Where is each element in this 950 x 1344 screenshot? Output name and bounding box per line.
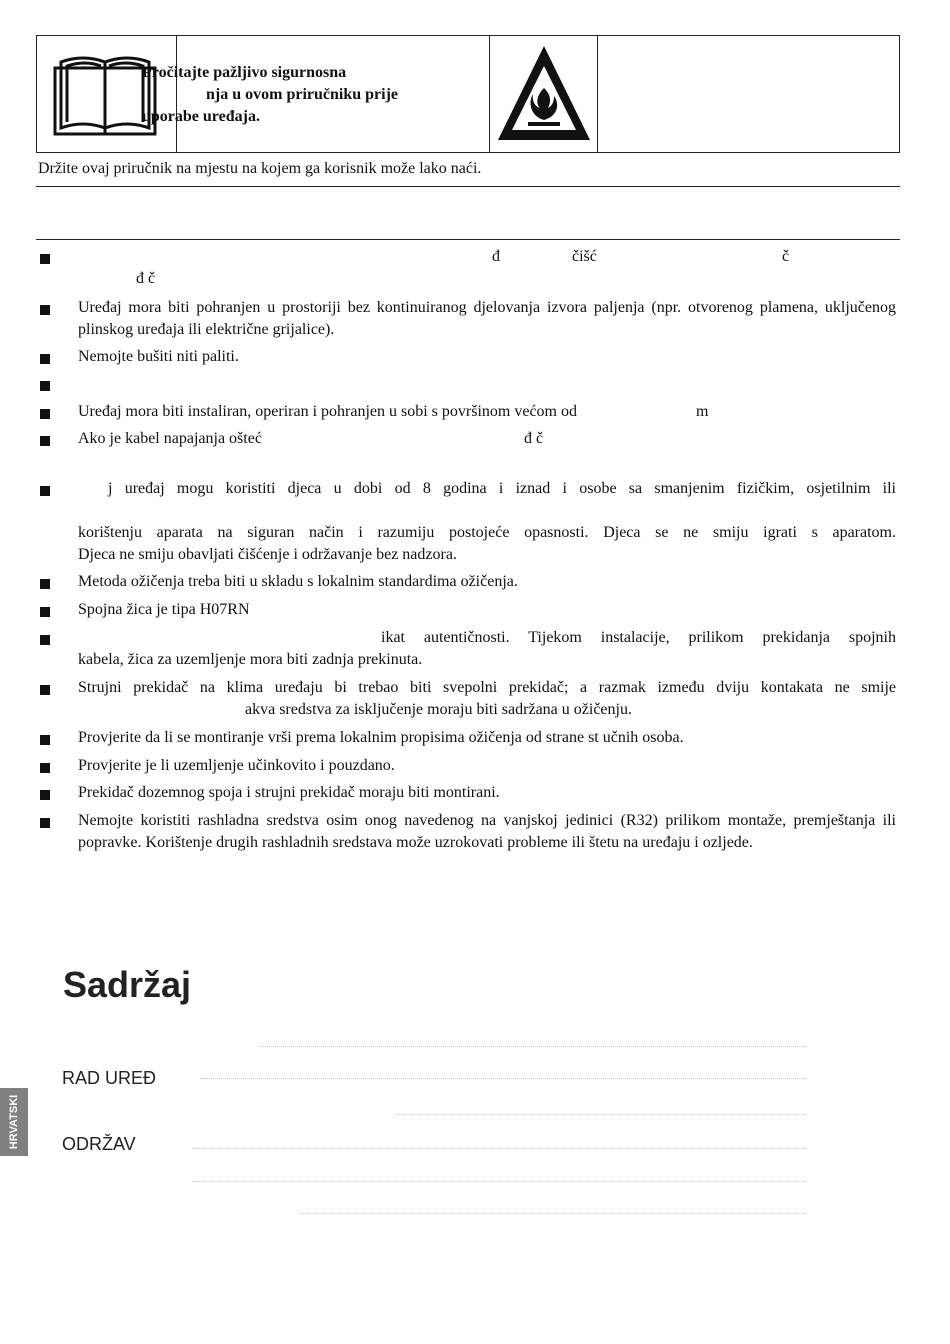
bullet-14-text: Prekidač dozemnog spoja i strujni prekidač moraju biti montirani. [78,784,500,801]
bullet-1-fragment: čišć [572,248,597,265]
toc-leader [192,1181,806,1182]
bullet-marker [40,607,50,617]
bullet-10-line1: ikat autentičnosti. Tijekom instalacije, prilikom prekidanja spojnih [381,629,896,646]
toc-item-maintenance[interactable]: ODRŽAV [62,1134,136,1154]
bullet-13-text: Provjerite je li uzemljenje učinkovito i pouzdano. [78,757,395,774]
bullet-marker [40,486,50,496]
keep-manual-notice: Držite ovaj priručnik na mjestu na kojem ga korisnik može lako naći. [38,160,482,177]
bullet-1-fragment: đ č [136,270,156,287]
bullet-8-text: Metoda ožičenja treba biti u skladu s lokalnim standardima ožičenja. [78,573,518,590]
bullet-10-line2: kabela, žica za uzemljenje mora biti zadnja prekinuta. [78,651,423,668]
bullet-marker [40,436,50,446]
toc-leader [192,1148,806,1149]
bullet-marker [40,685,50,695]
bullet-6-fragment: đ č [524,430,544,447]
bullet-marker [40,409,50,419]
toc-leader [300,1213,806,1214]
divider-top [36,186,900,187]
toc-leader [396,1114,806,1115]
bullet-2-text: Uređaj mora biti pohranjen u prostoriji bez kontinuiranog djelovanja izvora paljenja (npr. otvorenog plamena, uključenog plinskog uređaja ili električne grijalice). [78,299,896,338]
bullet-marker [40,735,50,745]
bullet-11-line1: Strujni prekidač na klima uređaju bi trebao biti svepolni prekidač; a razmak između dviju kontakata ne smije [78,679,896,696]
bullet-7-line2: korištenju aparata na siguran način i razumiju postojeće opasnosti. Djeca se ne smiju igrati s aparatom. [78,524,896,541]
flammable-icon-cell [490,36,598,152]
bullet-marker [40,635,50,645]
bullet-6-text: Ako je kabel napajanja ošteć [78,430,262,447]
bullet-marker [40,305,50,315]
bullet-15-text: Nemojte koristiti rashladna sredstva osim onog navedenog na vanjskoj jedinici (R32) prilikom montaže, premještanja ili popravke. Korištenje drugih rashladnih sredstava može uzrokovati probleme ili štetu na uređaju i ozljede. [78,812,896,851]
book-icon [37,36,177,152]
bullet-3-text: Nemojte bušiti niti paliti. [78,348,239,365]
bullet-marker [40,763,50,773]
toc-leader [200,1078,806,1079]
bullet-marker [40,818,50,828]
toc-leader [260,1046,806,1047]
language-side-tab-label: HRVATSKI [8,1094,20,1150]
bullet-7-line3: Djeca ne smiju obavljati čišćenje i održavanje bez nadzora. [78,546,457,563]
bullet-marker [40,254,50,264]
bullet-marker [40,354,50,364]
bullet-12-text: Provjerite da li se montiranje vrši prema lokalnim propisima ožičenja od strane st učnih osoba. [78,729,684,746]
bullet-5-unit: m [696,403,709,420]
book-icon-cell [37,36,177,152]
language-side-tab [0,1088,28,1156]
bullet-9-text: Spojna žica je tipa H07RN [78,601,250,618]
toc-item-operation[interactable]: RAD UREĐ [62,1068,157,1088]
bullet-marker [40,790,50,800]
divider-bullets [36,239,900,240]
bullet-7-line1: j uređaj mogu koristiti djeca u dobi od 8 godina i iznad i osobe sa smanjenim fizičkim, osjetilnim ili [108,480,896,497]
header-table [36,35,900,153]
bullet-11-line2: akva sredstva za isključenje moraju biti sadržana u ožičenju. [245,701,632,718]
bullet-1-fragment: č [782,248,790,265]
bullet-marker [40,381,50,391]
bullet-5-text: Uređaj mora biti instaliran, operiran i pohranjen u sobi s površinom većom od [78,403,577,420]
flammable-warning-icon [490,36,598,152]
contents-title: Sadržaj [63,964,192,1005]
empty-cell [598,36,899,152]
bullet-1-fragment: đ [492,248,500,265]
bullet-marker [40,579,50,589]
